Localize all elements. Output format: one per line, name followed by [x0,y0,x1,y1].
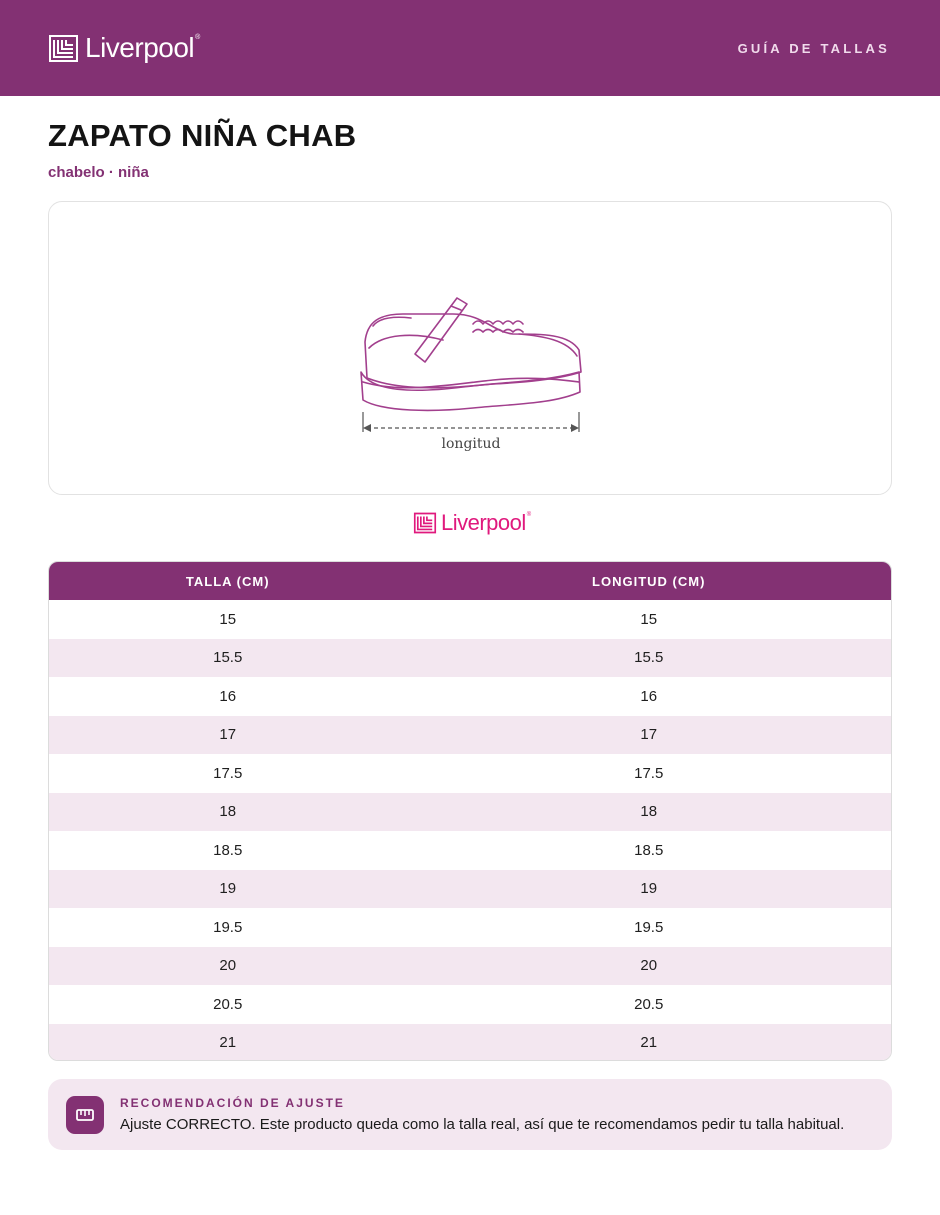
product-title: ZAPATO NIÑA CHAB [48,118,357,153]
table-row [49,677,891,716]
length-cell: 18.5 [406,831,891,870]
size-cell: 19 [49,870,406,909]
header [0,0,940,96]
length-cell: 20.5 [406,985,891,1024]
length-cell: 17 [406,716,891,755]
length-cell: 21 [406,1024,891,1062]
size-cell: 20 [49,947,406,986]
size-cell: 19.5 [49,908,406,947]
table-row [49,600,891,639]
table-header-row [49,562,891,600]
length-cell: 19.5 [406,908,891,947]
size-cell: 17 [49,716,406,755]
shoe-illustration-card [48,201,892,495]
length-cell: 20 [406,947,891,986]
table-row [49,1024,891,1062]
size-guide-link[interactable]: GUÍA DE TALLAS [737,40,890,56]
length-cell: 16 [406,677,891,716]
table-row [49,716,891,755]
liverpool-logo[interactable] [48,34,200,63]
fit-recommendation-card [48,1079,892,1150]
table-row [49,639,891,678]
length-cell: 15 [406,600,891,639]
length-cell: 18 [406,793,891,832]
liverpool-mark-icon [413,512,437,534]
fit-description: Ajuste CORRECTO. Este producto queda como la talla real, así que te recomendamos pedir tu talla habitual. [120,1116,845,1133]
logo-text: Liverpool® [85,32,200,63]
table-row [49,754,891,793]
size-cell: 20.5 [49,985,406,1024]
table-row [49,985,891,1024]
fit-heading: RECOMENDACIÓN DE AJUSTE [120,1096,345,1110]
shoe-illustration [343,222,599,478]
ruler-icon [66,1096,104,1134]
product-subtitle: chabelo · niña [48,164,149,181]
table-row [49,908,891,947]
length-cell: 15.5 [406,639,891,678]
brand-mark [413,512,531,534]
size-table [48,561,892,1061]
table-row [49,870,891,909]
size-cell: 15.5 [49,639,406,678]
column-header-length: LONGITUD (CM) [406,562,891,600]
length-cell: 19 [406,870,891,909]
column-header-size: TALLA (CM) [49,562,406,600]
table-row [49,831,891,870]
size-cell: 16 [49,677,406,716]
length-cell: 17.5 [406,754,891,793]
liverpool-logo-icon [48,34,79,63]
length-label: longitud [441,436,501,452]
brand-mark-text: Liverpool® [441,510,531,535]
table-row [49,793,891,832]
size-cell: 17.5 [49,754,406,793]
size-cell: 18 [49,793,406,832]
table-row [49,947,891,986]
size-cell: 18.5 [49,831,406,870]
size-cell: 15 [49,600,406,639]
size-cell: 21 [49,1024,406,1062]
